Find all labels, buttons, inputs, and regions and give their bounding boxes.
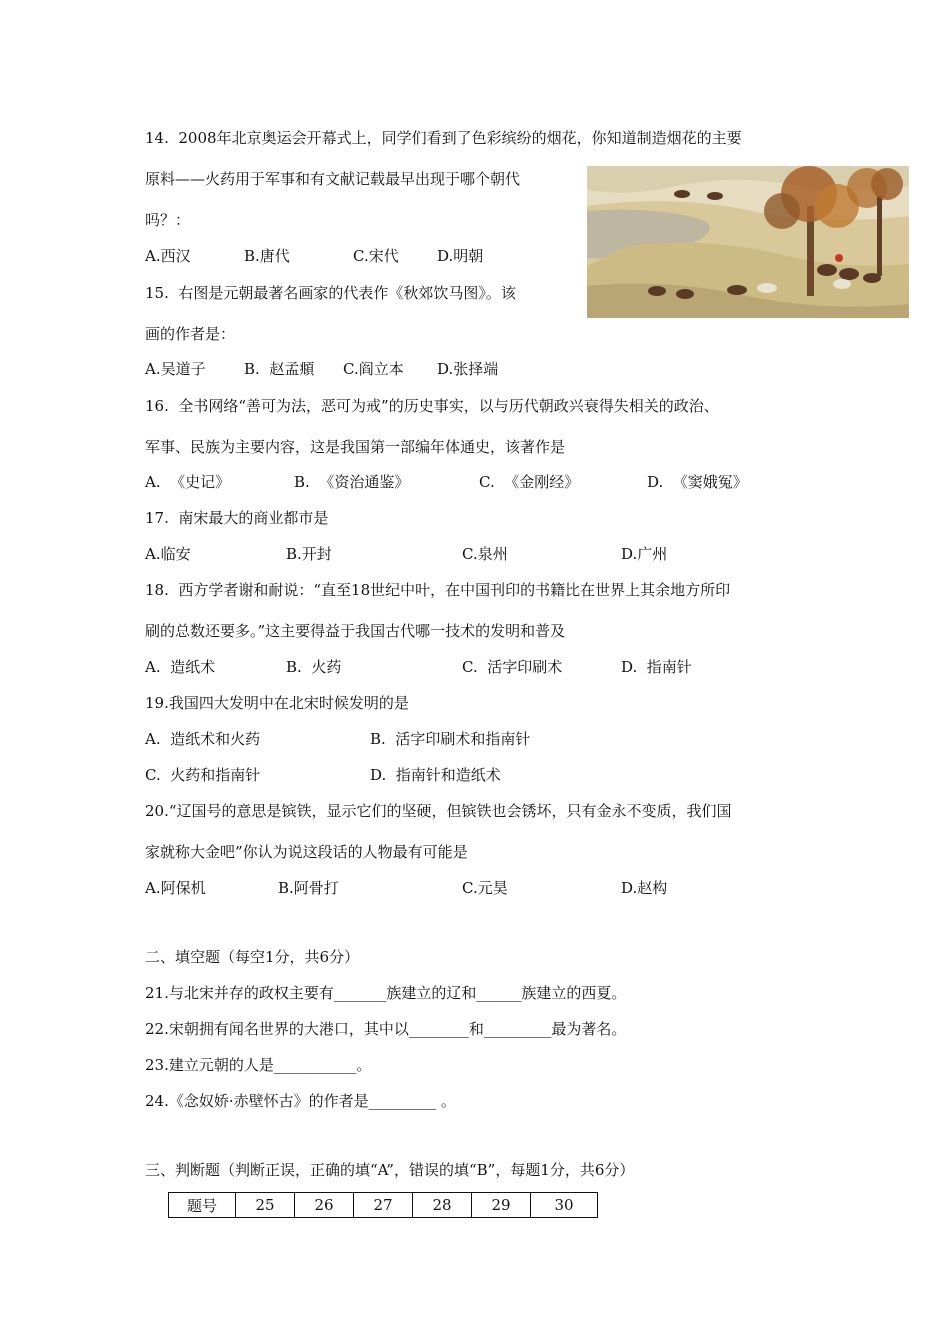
table-cell[interactable]: 28 [413,1193,472,1218]
q14-option-c: C.宋代 [353,247,399,265]
q15-option-a: A.吴道子 [145,360,206,378]
table-row [169,1193,598,1218]
section3-header: 三、判断题（判断正误，正确的填“A”，错误的填“B”，每题1分，共6分） [145,1161,635,1179]
table-cell[interactable]: 29 [472,1193,531,1218]
q17-option-b: B.开封 [286,545,332,563]
q15-option-b: B. 赵孟頫 [244,360,315,378]
q20-option-a: A.阿保机 [145,879,206,897]
q16-line1: 16. 全书网络“善可为法，恶可为戒”的历史事实，以与历代朝政兴衰得失相关的政治、 [145,397,719,415]
q22-line: 22.宋朝拥有闻名世界的大港口，其中以________和_________最为著名。 [145,1020,627,1038]
q16-option-a: A. 《史记》 [145,473,231,491]
q18-line1: 18. 西方学者谢和耐说：“直至18世纪中叶，在中国刊印的书籍比在世界上其余地方所印 [145,581,731,599]
table-cell[interactable]: 25 [236,1193,295,1218]
q15-option-c: C.阎立本 [343,360,404,378]
q16-line2: 军事、民族为主要内容，这是我国第一部编年体通史，该著作是 [145,438,566,456]
q18-option-d: D. 指南针 [621,658,692,676]
q20-line2: 家就称大金吧”你认为说这段话的人物最有可能是 [145,843,468,861]
q17-option-a: A.临安 [145,545,191,563]
q14-line1: 14. 2008年北京奥运会开幕式上，同学们看到了色彩缤纷的烟花，你知道制造烟花的主要 [145,129,742,147]
q17-option-d: D.广州 [621,545,668,563]
q21-line: 21.与北宋并存的政权主要有_______族建立的辽和______族建立的西夏。 [145,984,627,1002]
q23-line: 23.建立元朝的人是___________。 [145,1056,372,1074]
answer-table [168,1192,598,1218]
section2-header: 二、填空题（每空1分，共6分） [145,948,360,966]
q14-line2: 原料——火药用于军事和有文献记载最早出现于哪个朝代 [145,170,521,188]
q17-line1: 17. 南宋最大的商业都市是 [145,509,329,527]
q14-line3: 吗？： [145,211,191,229]
q14-option-d: D.明朝 [437,247,484,265]
q19-option-b: B. 活字印刷术和指南针 [370,730,531,748]
q16-option-d: D. 《窦娥冤》 [647,473,748,491]
q18-line2: 刷的总数还要多。”这主要得益于我国古代哪一技术的发明和普及 [145,622,566,640]
q19-option-d: D. 指南针和造纸术 [370,766,501,784]
q19-option-a: A. 造纸术和火药 [145,730,261,748]
q16-option-b: B. 《资治通鉴》 [294,473,410,491]
q19-line1: 19.我国四大发明中在北宋时候发明的是 [145,694,409,712]
q18-option-c: C. 活字印刷术 [462,658,563,676]
autumn-horses-painting [587,166,909,318]
table-cell-label: 题号 [169,1193,236,1218]
q14-option-b: B.唐代 [244,247,290,265]
q18-option-a: A. 造纸术 [145,658,216,676]
q17-option-c: C.泉州 [462,545,508,563]
table-cell[interactable]: 26 [295,1193,354,1218]
q19-option-c: C. 火药和指南针 [145,766,261,784]
q24-line: 24.《念奴娇·赤壁怀古》的作者是_________ 。 [145,1092,456,1110]
q20-line1: 20.“辽国号的意思是镔铁，显示它们的坚硬，但镔铁也会锈坏，只有金永不变质，我们国 [145,802,732,820]
q20-option-b: B.阿骨打 [278,879,339,897]
q14-option-a: A.西汉 [145,247,191,265]
q15-option-d: D.张择端 [437,360,499,378]
q15-line1: 15. 右图是元朝最著名画家的代表作《秋郊饮马图》。该 [145,284,516,302]
table-cell[interactable]: 27 [354,1193,413,1218]
q18-option-b: B. 火药 [286,658,342,676]
q20-option-d: D.赵构 [621,879,668,897]
q16-option-c: C. 《金刚经》 [479,473,580,491]
table-cell[interactable]: 30 [531,1193,598,1218]
q20-option-c: C.元昊 [462,879,508,897]
q15-line2: 画的作者是： [145,325,236,343]
